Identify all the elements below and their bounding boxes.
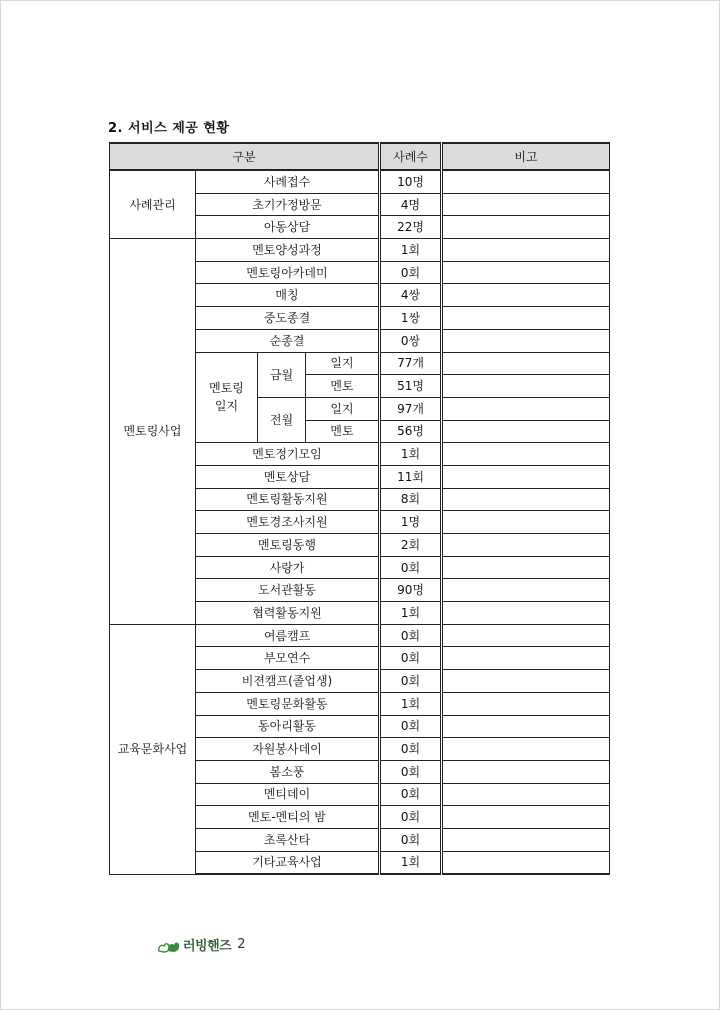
item-cell: 동아리활동 (196, 715, 380, 738)
note-cell (442, 329, 610, 352)
item-cell: 부모연수 (196, 647, 380, 670)
note-cell (442, 670, 610, 693)
item-cell: 자원봉사데이 (196, 738, 380, 761)
page-number: 2 (237, 937, 246, 952)
count-cell: 1회 (380, 851, 442, 874)
count-cell: 0회 (380, 261, 442, 284)
note-cell (442, 828, 610, 851)
section-title: 2. 서비스 제공 현황 (108, 121, 230, 136)
count-cell: 0회 (380, 670, 442, 693)
item-cell: 봄소풍 (196, 760, 380, 783)
note-cell (442, 420, 610, 443)
item-cell: 멘토상담 (196, 465, 380, 488)
count-cell: 0회 (380, 647, 442, 670)
item-cell: 초록산타 (196, 828, 380, 851)
group-mentoring: 멘토링사업 (110, 239, 196, 625)
note-cell (442, 284, 610, 307)
count-cell: 0회 (380, 715, 442, 738)
group-education: 교육문화사업 (110, 624, 196, 874)
count-cell: 56명 (380, 420, 442, 443)
count-cell: 0회 (380, 738, 442, 761)
note-cell (442, 692, 610, 715)
count-cell: 1회 (380, 692, 442, 715)
item-cell: 일지 (306, 397, 380, 420)
note-cell (442, 465, 610, 488)
note-cell (442, 170, 610, 193)
count-cell: 1회 (380, 602, 442, 625)
item-cell: 협력활동지원 (196, 602, 380, 625)
count-cell: 0쌍 (380, 329, 442, 352)
item-cell: 아동상담 (196, 216, 380, 239)
loving-hands-logo-icon (157, 936, 181, 954)
note-cell (442, 239, 610, 262)
count-cell: 77개 (380, 352, 442, 375)
item-cell: 멘토양성과정 (196, 239, 380, 262)
note-cell (442, 556, 610, 579)
note-cell (442, 534, 610, 557)
note-cell (442, 806, 610, 829)
header-note: 비고 (442, 143, 610, 170)
item-cell: 일지 (306, 352, 380, 375)
item-cell: 멘토 (306, 420, 380, 443)
count-cell: 0회 (380, 828, 442, 851)
note-cell (442, 443, 610, 466)
note-cell (442, 760, 610, 783)
item-cell: 기타교육사업 (196, 851, 380, 874)
table-header-row (110, 143, 610, 170)
item-cell: 멘토링문화활동 (196, 692, 380, 715)
item-cell: 여름캠프 (196, 624, 380, 647)
note-cell (442, 715, 610, 738)
item-cell: 도서관활동 (196, 579, 380, 602)
note-cell (442, 375, 610, 398)
item-cell: 멘토 (306, 375, 380, 398)
note-cell (442, 488, 610, 511)
count-cell: 2회 (380, 534, 442, 557)
item-cell: 멘토정기모임 (196, 443, 380, 466)
footer (157, 935, 246, 954)
item-cell: 순종결 (196, 329, 380, 352)
note-cell (442, 783, 610, 806)
item-cell: 멘토경조사지원 (196, 511, 380, 534)
note-cell (442, 307, 610, 330)
note-cell (442, 624, 610, 647)
count-cell: 0회 (380, 556, 442, 579)
item-cell: 멘토링동행 (196, 534, 380, 557)
note-cell (442, 602, 610, 625)
item-cell: 비젼캠프(졸업생) (196, 670, 380, 693)
count-cell: 22명 (380, 216, 442, 239)
count-cell: 0회 (380, 624, 442, 647)
count-cell: 4명 (380, 193, 442, 216)
header-category: 구분 (110, 143, 380, 170)
table-row (110, 239, 610, 262)
note-cell (442, 397, 610, 420)
count-cell: 0회 (380, 760, 442, 783)
item-cell: 멘티데이 (196, 783, 380, 806)
group-mentoring-log: 멘토링 일지 (196, 352, 258, 443)
count-cell: 1명 (380, 511, 442, 534)
note-cell (442, 193, 610, 216)
count-cell: 0회 (380, 806, 442, 829)
note-cell (442, 579, 610, 602)
count-cell: 0회 (380, 783, 442, 806)
footer-brand: 러빙핸즈 (183, 939, 232, 954)
note-cell (442, 738, 610, 761)
count-cell: 1회 (380, 443, 442, 466)
count-cell: 8회 (380, 488, 442, 511)
note-cell (442, 647, 610, 670)
count-cell: 90명 (380, 579, 442, 602)
note-cell (442, 511, 610, 534)
table-row (110, 170, 610, 193)
count-cell: 1쌍 (380, 307, 442, 330)
count-cell: 10명 (380, 170, 442, 193)
item-cell: 매칭 (196, 284, 380, 307)
item-cell: 사랑가 (196, 556, 380, 579)
item-cell: 멘토-멘티의 밤 (196, 806, 380, 829)
item-cell: 멘토링활동지원 (196, 488, 380, 511)
item-cell: 중도종결 (196, 307, 380, 330)
subgroup-total: 전월 (258, 397, 306, 442)
note-cell (442, 851, 610, 874)
count-cell: 4쌍 (380, 284, 442, 307)
count-cell: 11회 (380, 465, 442, 488)
subgroup-this-month: 금월 (258, 352, 306, 397)
note-cell (442, 352, 610, 375)
item-cell: 초기가정방문 (196, 193, 380, 216)
count-cell: 51명 (380, 375, 442, 398)
count-cell: 97개 (380, 397, 442, 420)
service-status-table (109, 142, 610, 875)
item-cell: 멘토링아카데미 (196, 261, 380, 284)
group-case-management: 사례관리 (110, 170, 196, 239)
table-row (110, 624, 610, 647)
note-cell (442, 216, 610, 239)
note-cell (442, 261, 610, 284)
count-cell: 1회 (380, 239, 442, 262)
item-cell: 사례접수 (196, 170, 380, 193)
header-count: 사례수 (380, 143, 442, 170)
